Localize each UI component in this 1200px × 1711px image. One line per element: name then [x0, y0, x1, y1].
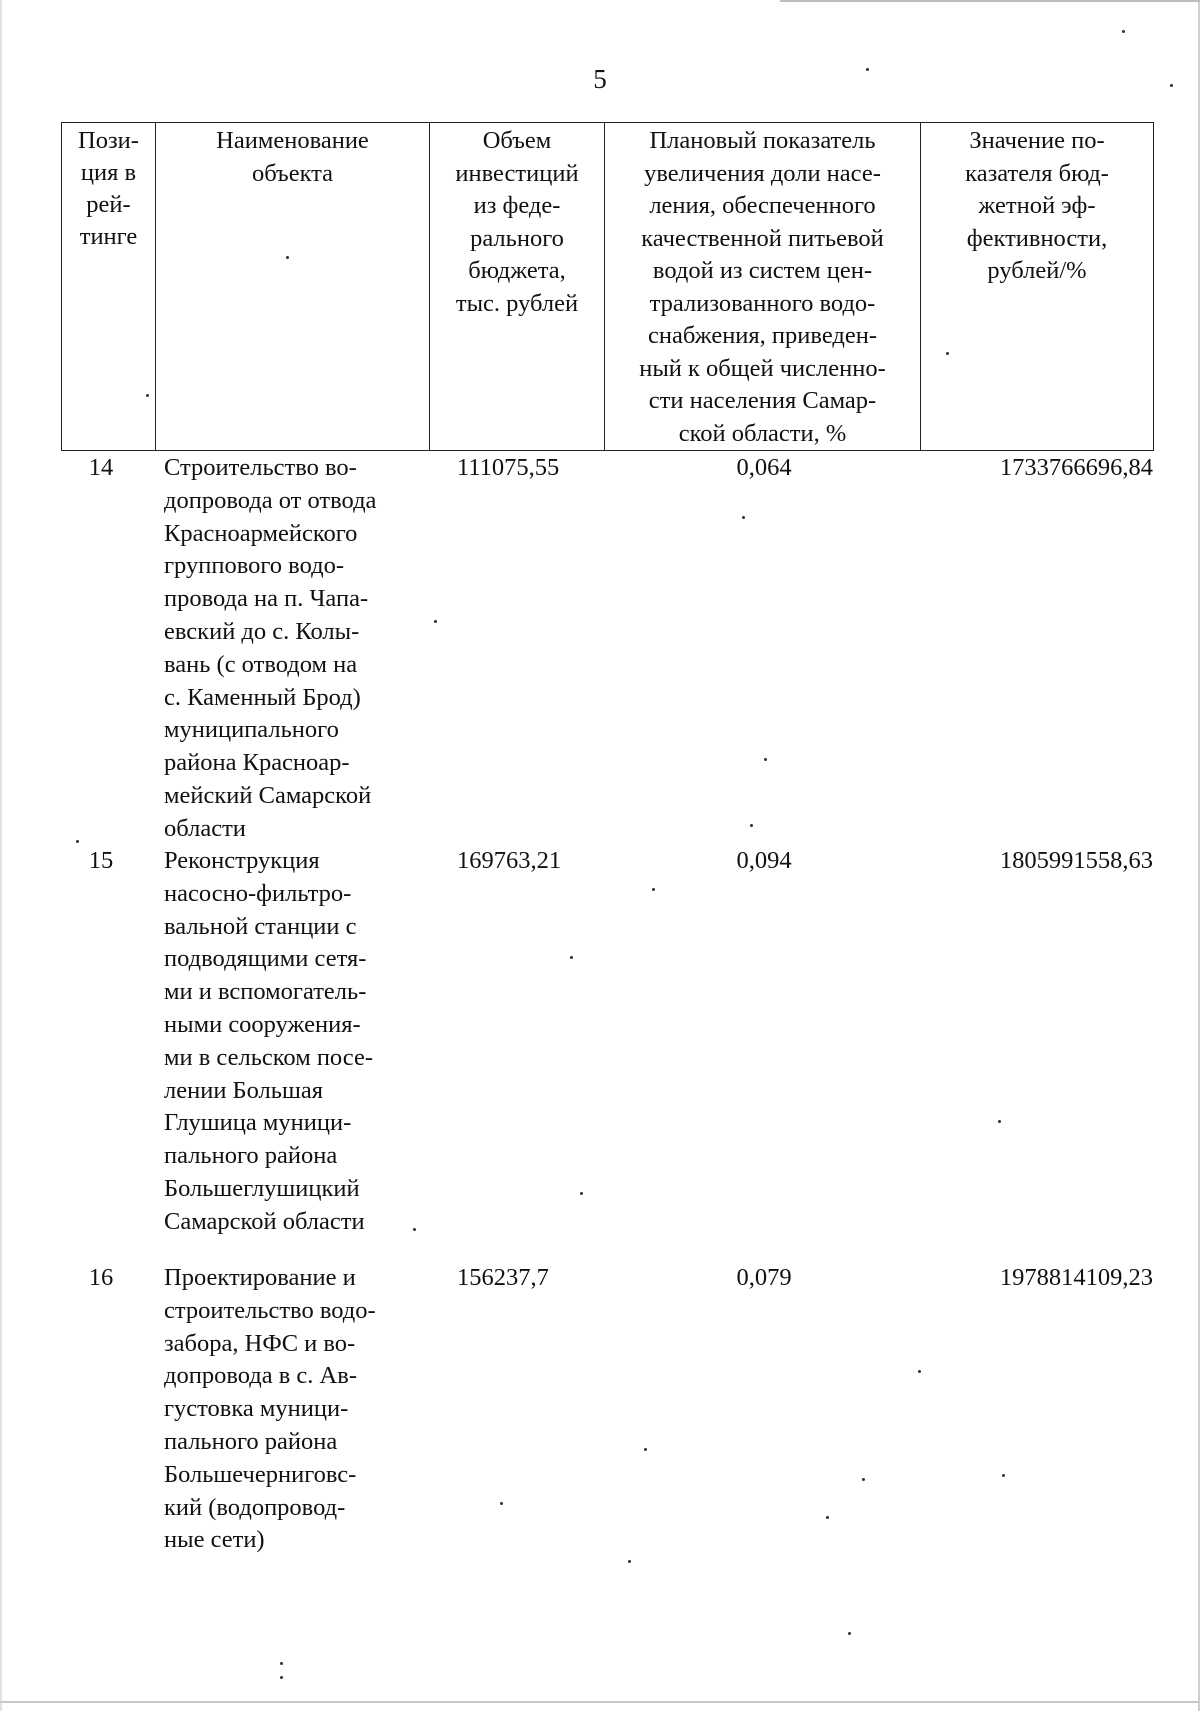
- row-investment: 169763,21: [457, 847, 562, 874]
- row-object-name: Строительство во- допровода от отвода Красноармейского группового водо- провода на п. Чапа- евский до с. Колы- вань (с отводом на с. Каменный Брод) муниципального района Красноар- мейский Самарской области: [164, 454, 377, 842]
- scan-edge-top: [780, 0, 1200, 2]
- row-position: 14: [88, 454, 114, 481]
- row-indicator: 0,064: [736, 454, 792, 481]
- row-indicator: 0,079: [736, 1264, 792, 1291]
- scan-edge-left: [0, 0, 2, 1711]
- table-header: [61, 122, 1154, 451]
- header-name: Наименование объекта: [156, 123, 430, 451]
- row-efficiency: 1805991558,63: [999, 847, 1153, 874]
- header-efficiency: Значение по- казателя бюд- жетной эф- фективности, рублей/%: [921, 123, 1154, 451]
- row-investment: 111075,55: [457, 454, 560, 481]
- header-indicator: Плановый показатель увеличения доли насе- ления, обеспеченного качественной питьевой водой из систем цен- трализованного водо- снабжения, приведен- ный к общей численно- сти населения Самар- ской области, %: [605, 123, 921, 451]
- header-position: Пози- ция в рей- тинге: [62, 123, 156, 451]
- row-object-name: Проектирование и строительство водо- забора, НФС и во- допровода в с. Ав- густовка муници- пального района Большечерниговс- кий (водопровод- ные сети): [164, 1264, 376, 1554]
- page-number: 5: [593, 64, 607, 94]
- row-position: 15: [88, 847, 114, 874]
- row-object-name: Реконструкция насосно-фильтро- вальной станции с подводящими сетя- ми и вспомогатель- ными сооружения- ми в сельском посе- лении Большая Глушица муници- пального района Большеглушицкий Самарской области: [164, 847, 374, 1235]
- row-investment: 156237,7: [457, 1264, 549, 1291]
- row-efficiency: 1733766696,84: [999, 454, 1153, 481]
- header-row: [62, 123, 1154, 451]
- scan-edge-bottom: [0, 1701, 1200, 1703]
- row-indicator: 0,094: [736, 847, 792, 874]
- row-efficiency: 1978814109,23: [999, 1264, 1153, 1291]
- header-investment: Объем инвестиций из феде- рального бюджета, тыс. рублей: [430, 123, 605, 451]
- row-position: 16: [88, 1264, 114, 1291]
